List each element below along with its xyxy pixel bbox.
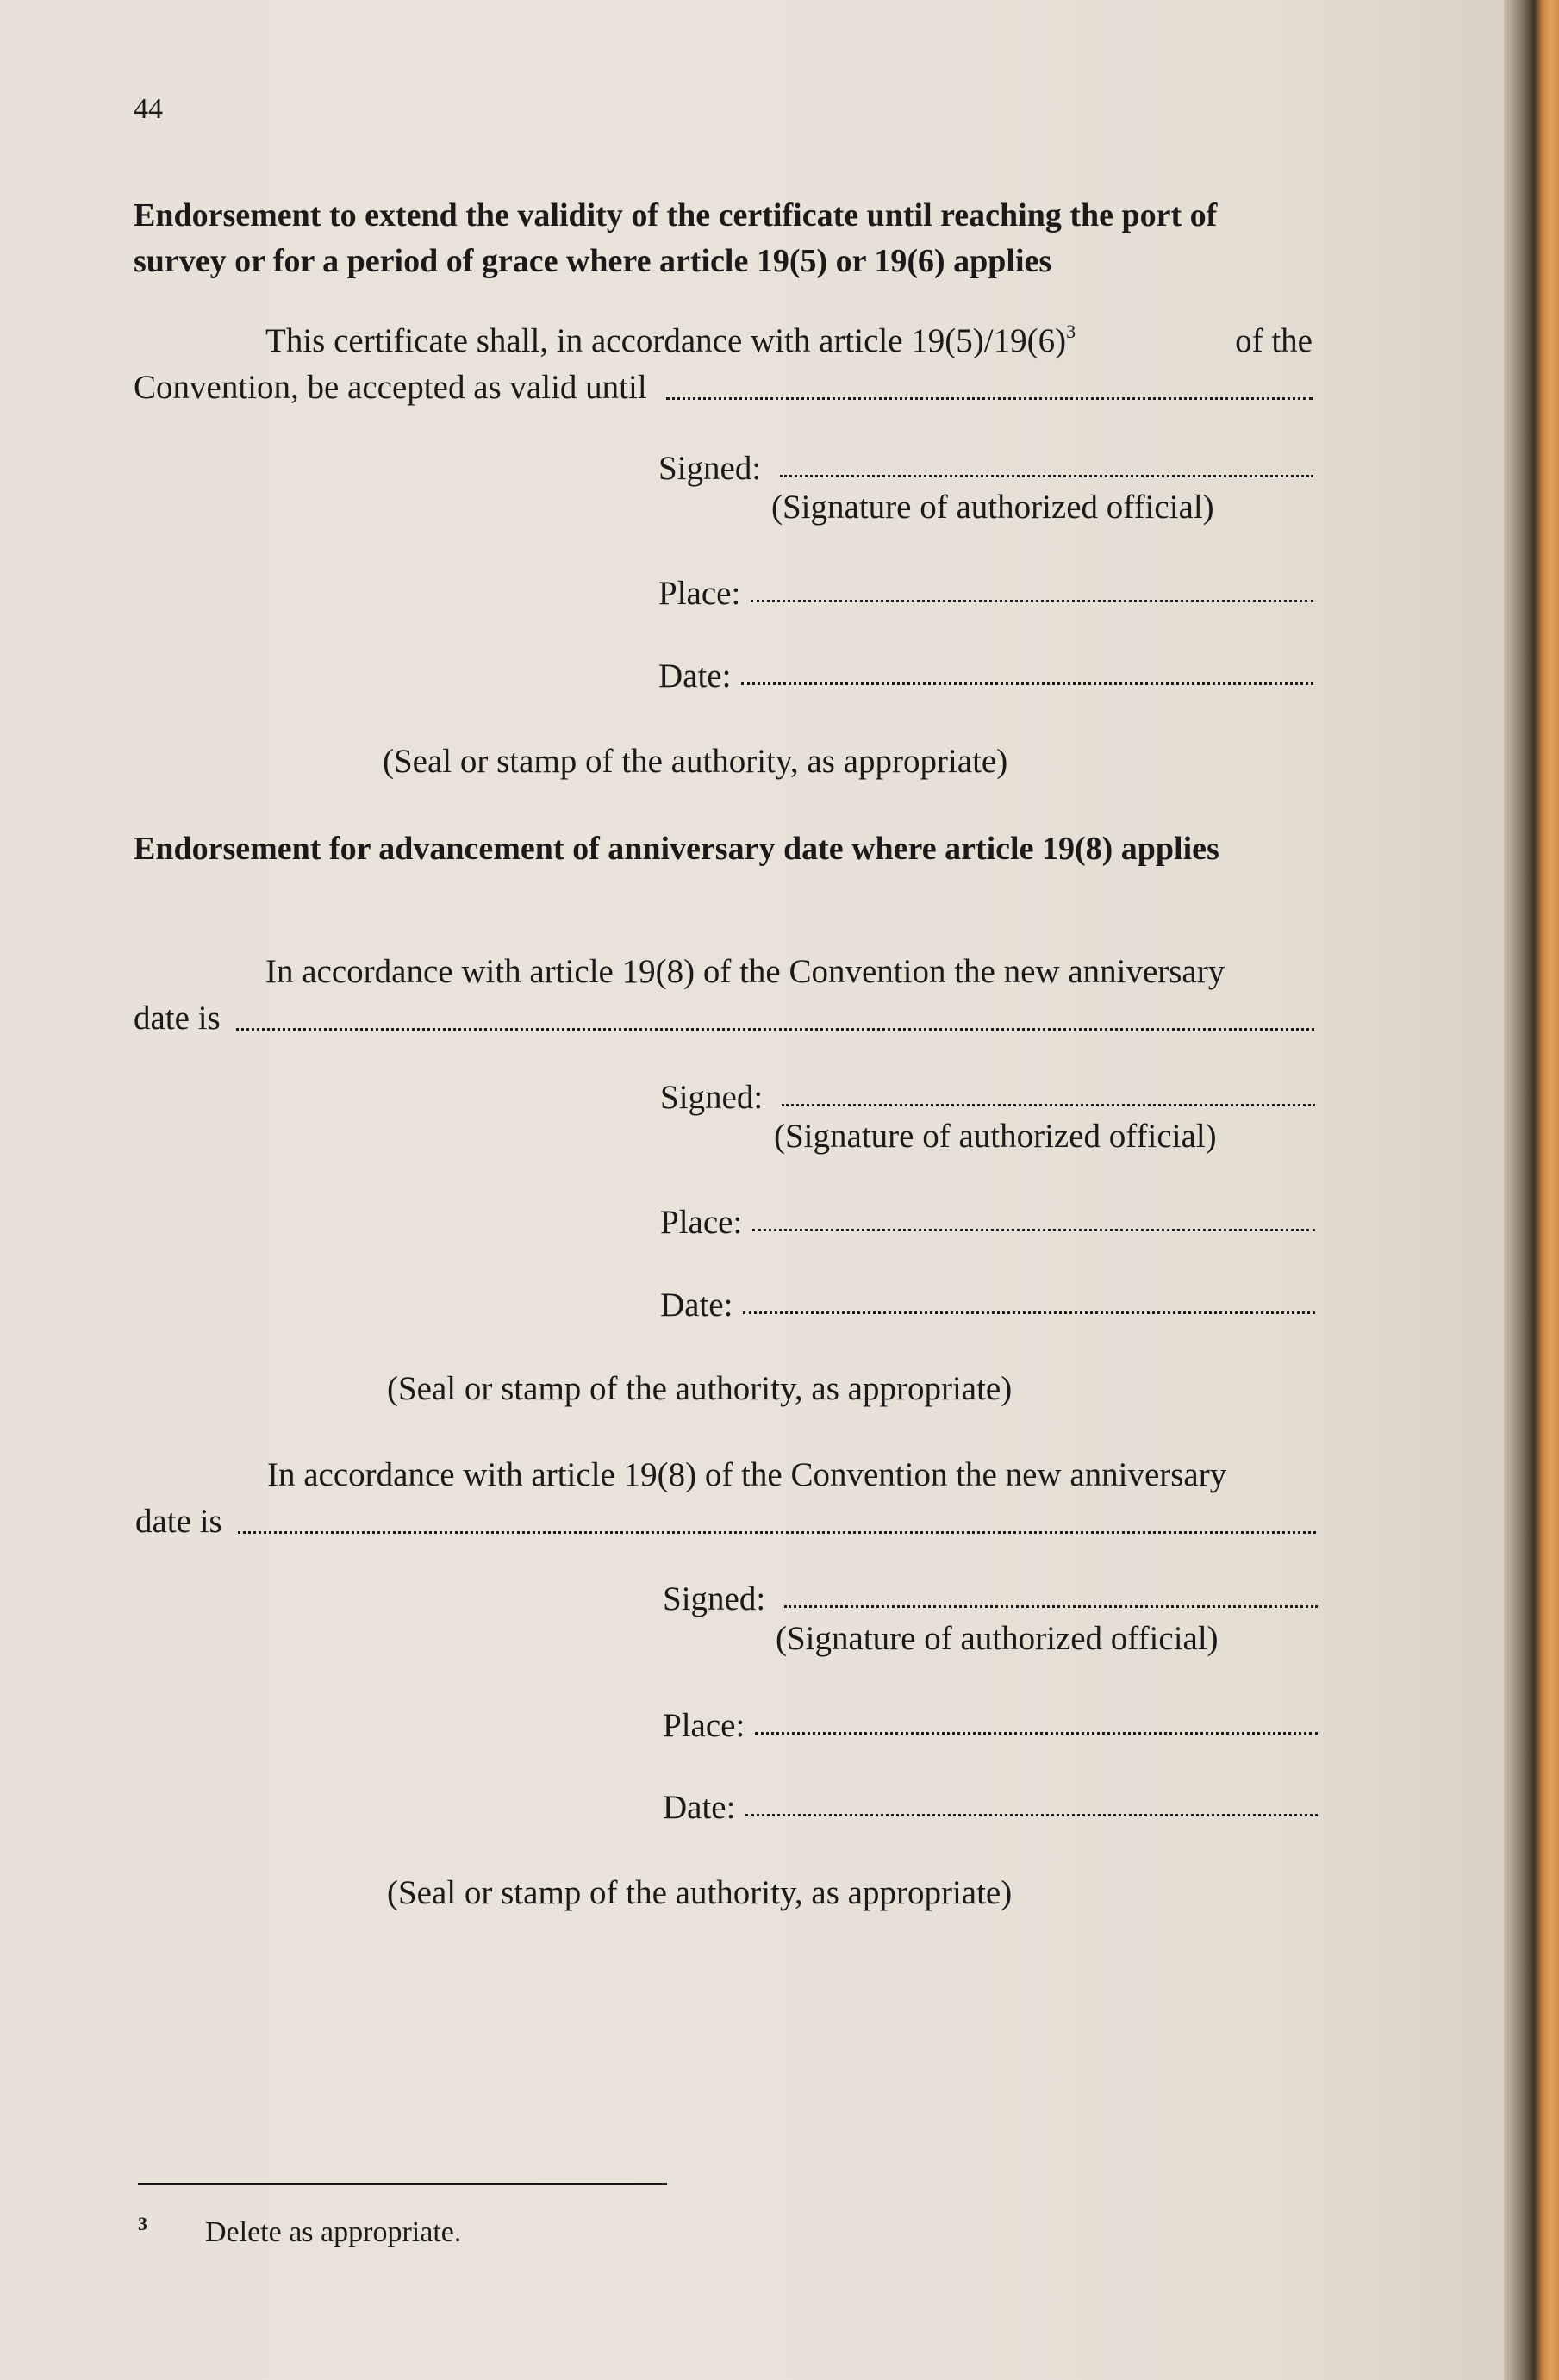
section1-body-tail: of the: [1235, 322, 1313, 359]
block1-place-row: [660, 1203, 1315, 1242]
block1-body-line2: [134, 995, 1314, 1041]
seal-caption: (Seal or stamp of the authority, as appropriate): [387, 1370, 1013, 1407]
block1-date-row: [660, 1286, 1315, 1324]
date-field[interactable]: [745, 1788, 1318, 1816]
signature-caption: (Signature of authorized official): [774, 1118, 1217, 1155]
section1-heading: Endorsement to extend the validity of the certificate until reaching the port of survey or for a period of grace where article 19(5) or 19(6) applies: [134, 197, 1218, 279]
signature-field[interactable]: [784, 1579, 1318, 1608]
block2-date-row: [663, 1788, 1318, 1827]
date-label: Date:: [660, 1287, 733, 1324]
block2-date-is-label: date is: [135, 1503, 222, 1540]
section1-body-line2: [134, 364, 1313, 410]
block1-date-is-label: date is: [134, 1000, 221, 1037]
signed-label: Signed:: [663, 1580, 766, 1617]
section1-signed-row: [658, 449, 1313, 488]
block2-place-row: [663, 1706, 1318, 1745]
place-field[interactable]: [755, 1706, 1318, 1735]
date-field[interactable]: [743, 1286, 1315, 1314]
section1-valid-until-label: Convention, be accepted as valid until: [134, 369, 647, 406]
block1-signed-row: [660, 1078, 1315, 1117]
block2-signed-row: [663, 1579, 1318, 1618]
date-label: Date:: [658, 657, 732, 695]
seal-caption: (Seal or stamp of the authority, as appropriate): [387, 1874, 1013, 1911]
section1-place-row: [658, 574, 1313, 613]
section1-body-line1: [265, 318, 1313, 364]
footnote-text: Delete as appropriate.: [205, 2216, 462, 2248]
section2-heading: Endorsement for advancement of anniversary date where article 19(8) applies: [134, 831, 1219, 867]
signature-caption: (Signature of authorized official): [771, 489, 1214, 526]
block1-anniversary-date-field[interactable]: [236, 995, 1314, 1031]
block2-body-line2: [135, 1498, 1316, 1544]
signed-label: Signed:: [660, 1079, 764, 1116]
page-number: 44: [134, 93, 163, 125]
block2-body-line1: In accordance with article 19(8) of the Convention the new anniversary: [267, 1456, 1227, 1493]
section1-date-row: [658, 657, 1313, 695]
date-field[interactable]: [741, 657, 1313, 685]
place-label: Place:: [660, 1204, 743, 1241]
signature-caption: (Signature of authorized official): [776, 1620, 1219, 1657]
valid-until-field[interactable]: [666, 364, 1313, 400]
seal-caption: (Seal or stamp of the authority, as appropriate): [383, 743, 1008, 780]
block1-body-line1: In accordance with article 19(8) of the Convention the new anniversary: [265, 953, 1225, 990]
footnote-separator: [138, 2183, 667, 2185]
place-label: Place:: [658, 575, 741, 612]
signature-field[interactable]: [780, 449, 1313, 477]
place-label: Place:: [663, 1707, 745, 1744]
signature-field[interactable]: [782, 1078, 1315, 1106]
date-label: Date:: [663, 1789, 736, 1826]
place-field[interactable]: [751, 574, 1313, 602]
place-field[interactable]: [752, 1203, 1315, 1231]
signed-label: Signed:: [658, 450, 762, 487]
book-spine-edge: [1504, 0, 1559, 2380]
section1-body-text: This certificate shall, in accordance with article 19(5)/19(6): [265, 322, 1067, 359]
footnote-reference: 3: [1066, 321, 1076, 342]
block2-anniversary-date-field[interactable]: [238, 1498, 1316, 1534]
footnote-mark: 3: [138, 2213, 147, 2234]
